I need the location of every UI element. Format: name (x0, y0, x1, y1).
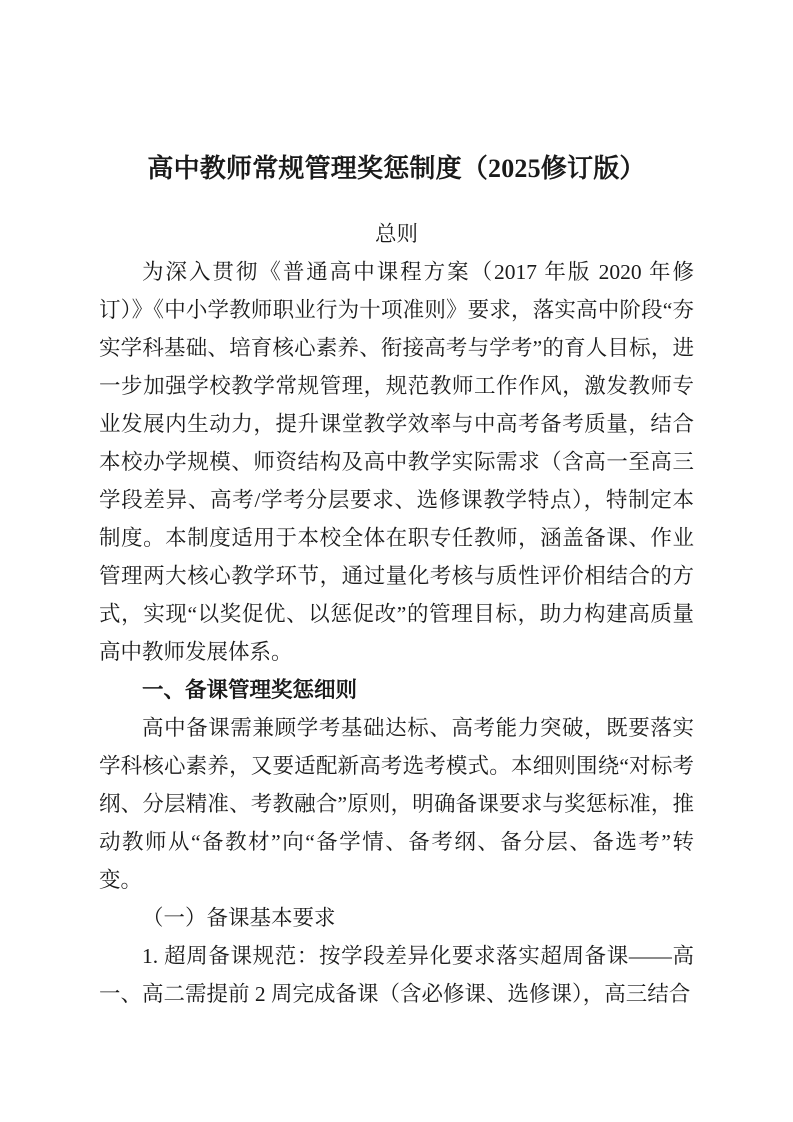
preamble-heading: 总则 (374, 222, 418, 246)
section-1-intro-paragraph: 高中备课需兼顾学考基础达标、高考能力突破，既要落实学科核心素养，又要适配新高考选考模式。本细则围绕“对标考纲、分层精准、考教融合”原则，明确备课要求与奖惩标准，推动教师从“备教材”向“备学情、备考纲、备分层、备选考”转变。 (99, 716, 694, 892)
section-heading-1: 一、备课管理奖惩细则 (142, 678, 358, 702)
preamble-paragraph: 为深入贯彻《普通高中课程方案（2017 年版 2020 年修订）》《中小学教师职业行为十项准则》要求，落实高中阶段“夯实学科基础、培育核心素养、衔接高考与学考”的育人目标，进一步加强学校教学常规管理，规范教师工作作风，激发教师专业发展内生动力，提升课堂教学效率与中高考备考质量，结合本校办学规模、师资结构及高中教学实际需求（含高一至高三学段差异、高考/学考分层要求、选修课教学特点），特制定本制度。本制度适用于本校全体在职专任教师，涵盖备课、作业管理两大核心教学环节，通过量化考核与质性评价相结合的方式，实现“以奖促优、以惩促改”的管理目标，助力构建高质量高中教师发展体系。 (99, 260, 694, 664)
subsection-heading-1-1: （一）备课基本要求 (142, 906, 336, 930)
list-item: 1. 超周备课规范：按学段差异化要求落实超周备课——高一、高二需提前 2 周完成备课（含必修课、选修课），高三结合 (99, 944, 694, 1006)
document-body (99, 0, 694, 1013)
page-title: 高中教师常规管理奖惩制度（2025修订版） (147, 154, 646, 183)
